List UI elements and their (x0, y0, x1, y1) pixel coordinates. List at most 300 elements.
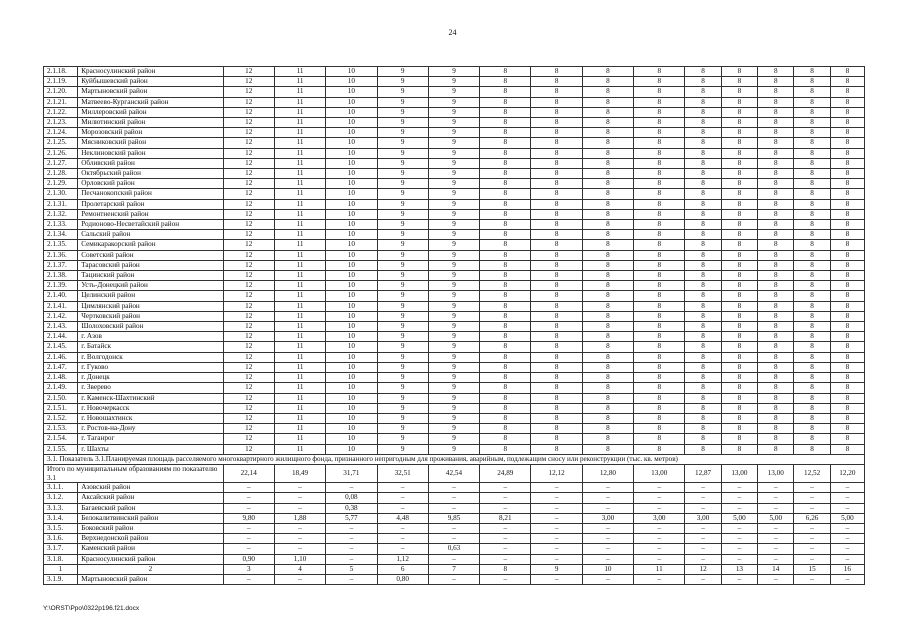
value-cell: – (634, 574, 685, 584)
value-cell: 8 (634, 362, 685, 372)
value-cell: 8 (480, 118, 531, 128)
value-cell: – (634, 483, 685, 493)
value-cell: 10 (326, 403, 377, 413)
row-code: 2.1.28. (44, 169, 78, 179)
value-cell: 10 (326, 250, 377, 260)
row-code: 2.1.46. (44, 352, 78, 362)
value-cell: 8 (721, 230, 757, 240)
value-cell: 12 (223, 209, 274, 219)
value-cell: 8 (685, 189, 721, 199)
value-cell: 8 (531, 322, 582, 332)
row-name: Мартыновский район (78, 574, 223, 584)
value-cell: 9 (428, 128, 479, 138)
row-code: 2.1.20. (44, 87, 78, 97)
value-cell: 8 (758, 77, 794, 87)
value-cell: 8 (685, 362, 721, 372)
value-cell: 8 (758, 301, 794, 311)
value-cell: – (531, 523, 582, 533)
value-cell: – (685, 503, 721, 513)
value-cell: 8 (582, 332, 633, 342)
value-cell: 9 (428, 107, 479, 117)
value-cell: 12 (223, 291, 274, 301)
row-code: 2.1.25. (44, 138, 78, 148)
row-name: Тарасовский район (78, 260, 223, 270)
value-cell: 11 (274, 250, 325, 260)
value-cell: 8 (582, 220, 633, 230)
value-cell: – (582, 493, 633, 503)
value-cell: 8 (480, 311, 531, 321)
value-cell: 8 (634, 158, 685, 168)
value-cell: 8 (830, 107, 864, 117)
table-row (44, 291, 865, 301)
column-number: 9 (531, 564, 582, 574)
section-heading-row (44, 454, 865, 464)
table-row (44, 169, 865, 179)
value-cell: 9 (377, 393, 428, 403)
table-row (44, 544, 865, 554)
value-cell: 8 (582, 352, 633, 362)
value-cell: 10 (326, 434, 377, 444)
value-cell: 8 (721, 158, 757, 168)
value-cell: 8 (758, 342, 794, 352)
value-cell: 8 (582, 403, 633, 413)
value-cell: 8 (582, 179, 633, 189)
value-cell: 12 (223, 240, 274, 250)
value-cell: 8 (830, 148, 864, 158)
value-cell: 8 (685, 87, 721, 97)
value-cell: 8 (758, 322, 794, 332)
value-cell: 9 (377, 138, 428, 148)
value-cell: 9 (377, 322, 428, 332)
value-cell: – (377, 523, 428, 533)
value-cell: 10 (326, 352, 377, 362)
value-cell: 8 (758, 250, 794, 260)
value-cell: 8 (634, 77, 685, 87)
value-cell: 11 (274, 230, 325, 240)
table-row (44, 342, 865, 352)
value-cell: 8 (531, 403, 582, 413)
value-cell: – (758, 483, 794, 493)
value-cell: 11 (274, 220, 325, 230)
row-code: 2.1.35. (44, 240, 78, 250)
value-cell: 8 (531, 148, 582, 158)
value-cell: 8 (758, 332, 794, 342)
value-cell: 10 (326, 342, 377, 352)
value-cell: – (582, 534, 633, 544)
value-cell: 8 (480, 362, 531, 372)
value-cell: 12 (223, 434, 274, 444)
value-cell: – (531, 483, 582, 493)
value-cell: 8 (582, 199, 633, 209)
row-code: 3.1.7. (44, 544, 78, 554)
row-name: г. Ростов-на-Дону (78, 424, 223, 434)
row-name: Родионово-Несветайский район (78, 220, 223, 230)
value-cell: 8 (794, 199, 830, 209)
value-cell: 9 (428, 413, 479, 423)
value-cell: – (794, 483, 830, 493)
table-row (44, 87, 865, 97)
value-cell: 11 (274, 148, 325, 158)
value-cell: 10 (326, 373, 377, 383)
value-cell: 8 (830, 220, 864, 230)
value-cell: 8 (531, 373, 582, 383)
value-cell: 8 (582, 148, 633, 158)
value-cell: – (582, 544, 633, 554)
value-cell: – (794, 503, 830, 513)
value-cell: – (480, 554, 531, 564)
value-cell: 10 (326, 179, 377, 189)
value-cell: 8 (758, 424, 794, 434)
value-cell: 8 (721, 169, 757, 179)
row-name: г. Новошахтинск (78, 413, 223, 423)
row-name: Цимлянский район (78, 301, 223, 311)
value-cell: 8 (531, 97, 582, 107)
value-cell: – (634, 554, 685, 564)
row-name: Советский район (78, 250, 223, 260)
value-cell: 11 (274, 322, 325, 332)
value-cell: 8 (582, 97, 633, 107)
value-cell: – (326, 534, 377, 544)
value-cell: 8 (830, 158, 864, 168)
value-cell: 8 (830, 342, 864, 352)
row-name: Морозовский район (78, 128, 223, 138)
row-code: 2.1.32. (44, 209, 78, 219)
value-cell: 8 (794, 107, 830, 117)
row-name: Усть-Донецкий район (78, 281, 223, 291)
value-cell: 8 (582, 393, 633, 403)
value-cell: 12 (223, 169, 274, 179)
table-row (44, 240, 865, 250)
value-cell: 9 (428, 322, 479, 332)
value-cell: 8 (721, 383, 757, 393)
value-cell: 11 (274, 87, 325, 97)
value-cell: 1,10 (274, 554, 325, 564)
value-cell: 8 (480, 240, 531, 250)
row-name: г. Волгодонск (78, 352, 223, 362)
value-cell: 8 (582, 67, 633, 77)
value-cell: 8 (721, 424, 757, 434)
value-cell: 8 (830, 362, 864, 372)
row-code: 2.1.37. (44, 260, 78, 270)
value-cell: 8 (758, 271, 794, 281)
value-cell: 8 (685, 250, 721, 260)
value-cell: 8 (582, 342, 633, 352)
row-code: 2.1.33. (44, 220, 78, 230)
value-cell: 8 (531, 169, 582, 179)
value-cell: 11 (274, 373, 325, 383)
table-row (44, 322, 865, 332)
value-cell: – (480, 483, 531, 493)
value-cell: – (830, 523, 864, 533)
value-cell: 10 (326, 118, 377, 128)
value-cell: 9 (377, 240, 428, 250)
value-cell: 8 (794, 383, 830, 393)
row-code: 2.1.21. (44, 97, 78, 107)
value-cell: – (758, 544, 794, 554)
value-cell: – (721, 483, 757, 493)
table-row (44, 128, 865, 138)
value-cell: 8 (634, 169, 685, 179)
table-row (44, 179, 865, 189)
value-cell: 8 (480, 189, 531, 199)
table-row (44, 403, 865, 413)
value-cell: 8 (758, 403, 794, 413)
value-cell: 8 (480, 373, 531, 383)
value-cell: 8 (634, 342, 685, 352)
value-cell: – (685, 554, 721, 564)
row-name: Белокалитвинский район (78, 513, 223, 523)
value-cell: 8 (794, 352, 830, 362)
table-row (44, 148, 865, 158)
value-cell: 8 (480, 107, 531, 117)
row-name: Мясниковский район (78, 138, 223, 148)
value-cell: 8 (830, 332, 864, 342)
value-cell: 1,12 (377, 554, 428, 564)
value-cell: 8 (794, 67, 830, 77)
value-cell: 12 (223, 383, 274, 393)
value-cell: – (274, 574, 325, 584)
value-cell: 8 (830, 301, 864, 311)
value-cell: 8 (480, 444, 531, 454)
value-cell: – (428, 523, 479, 533)
table-row (44, 199, 865, 209)
value-cell: 9 (428, 250, 479, 260)
value-cell: 12 (223, 128, 274, 138)
value-cell: 5,00 (758, 513, 794, 523)
value-cell: 9 (377, 291, 428, 301)
value-cell: 10 (326, 97, 377, 107)
value-cell: – (428, 574, 479, 584)
value-cell: – (794, 554, 830, 564)
table-row (44, 523, 865, 533)
total-value-cell: 32,51 (377, 464, 428, 482)
value-cell: 8 (531, 434, 582, 444)
value-cell: 8 (685, 271, 721, 281)
table-row (44, 554, 865, 564)
table-row (44, 250, 865, 260)
table-row (44, 281, 865, 291)
value-cell: 9 (377, 332, 428, 342)
value-cell: – (830, 503, 864, 513)
value-cell: 8 (794, 260, 830, 270)
row-name: г. Азов (78, 332, 223, 342)
value-cell: 8 (830, 444, 864, 454)
row-name: Чертковский район (78, 311, 223, 321)
column-number: 10 (582, 564, 633, 574)
value-cell: 8 (480, 322, 531, 332)
row-code: 2.1.44. (44, 332, 78, 342)
value-cell: 8 (721, 209, 757, 219)
value-cell: 8 (582, 138, 633, 148)
value-cell: 8 (685, 148, 721, 158)
value-cell: – (721, 554, 757, 564)
value-cell: 8 (721, 413, 757, 423)
value-cell: 0,63 (428, 544, 479, 554)
row-name: Матвеево-Курганский район (78, 97, 223, 107)
row-code: 2.1.26. (44, 148, 78, 158)
value-cell: – (274, 544, 325, 554)
value-cell: 8 (830, 199, 864, 209)
value-cell: 8 (794, 250, 830, 260)
value-cell: 9 (377, 434, 428, 444)
value-cell: 10 (326, 77, 377, 87)
value-cell: 0,08 (326, 493, 377, 503)
row-name: г. Новочеркасск (78, 403, 223, 413)
table-row (44, 393, 865, 403)
value-cell: 12 (223, 220, 274, 230)
value-cell: 8 (582, 189, 633, 199)
table-row (44, 513, 865, 523)
value-cell: 8 (685, 97, 721, 107)
value-cell: 8 (721, 220, 757, 230)
row-code: 2.1.41. (44, 301, 78, 311)
value-cell: – (634, 523, 685, 533)
table-row (44, 107, 865, 117)
value-cell: 10 (326, 128, 377, 138)
row-name: Красносулинский район (78, 67, 223, 77)
value-cell: 8 (794, 87, 830, 97)
value-cell: 9 (428, 311, 479, 321)
value-cell: 8 (582, 250, 633, 260)
value-cell: 11 (274, 291, 325, 301)
value-cell: 8 (582, 260, 633, 270)
value-cell: 9 (377, 383, 428, 393)
value-cell: 9 (428, 291, 479, 301)
value-cell: 9 (377, 67, 428, 77)
value-cell: – (326, 483, 377, 493)
value-cell: – (326, 544, 377, 554)
value-cell: 8 (758, 199, 794, 209)
row-code: 3.1.8. (44, 554, 78, 564)
table-row (44, 271, 865, 281)
value-cell: 8 (685, 220, 721, 230)
value-cell: 8 (480, 87, 531, 97)
value-cell: 8 (582, 413, 633, 423)
value-cell: 9 (377, 169, 428, 179)
value-cell: 8 (794, 311, 830, 321)
value-cell: 9 (377, 128, 428, 138)
value-cell: 11 (274, 107, 325, 117)
value-cell: 8 (480, 97, 531, 107)
row-name: г. Донецк (78, 373, 223, 383)
table-row (44, 209, 865, 219)
value-cell: 12 (223, 77, 274, 87)
value-cell: 0,90 (223, 554, 274, 564)
value-cell: 8 (685, 77, 721, 87)
value-cell: 8 (685, 393, 721, 403)
row-code: 2.1.36. (44, 250, 78, 260)
value-cell: 8 (480, 342, 531, 352)
value-cell: 8 (480, 148, 531, 158)
value-cell: – (377, 544, 428, 554)
value-cell: 9 (377, 250, 428, 260)
value-cell: 8 (794, 322, 830, 332)
value-cell: 8 (480, 138, 531, 148)
value-cell: 8 (758, 209, 794, 219)
value-cell: 8 (531, 362, 582, 372)
value-cell: 8 (794, 118, 830, 128)
value-cell: 12 (223, 230, 274, 240)
value-cell: 9 (428, 240, 479, 250)
value-cell: 8 (758, 291, 794, 301)
value-cell: 8 (531, 393, 582, 403)
value-cell: 12 (223, 271, 274, 281)
value-cell: – (830, 483, 864, 493)
row-name: Куйбышевский район (78, 77, 223, 87)
page-number: 24 (448, 28, 457, 37)
value-cell: 12 (223, 281, 274, 291)
value-cell: 9 (428, 332, 479, 342)
value-cell: 9 (428, 220, 479, 230)
value-cell: 8 (582, 373, 633, 383)
value-cell: 10 (326, 393, 377, 403)
value-cell: 12 (223, 148, 274, 158)
value-cell: 8 (830, 169, 864, 179)
value-cell: 8 (634, 281, 685, 291)
row-code: 2.1.51. (44, 403, 78, 413)
value-cell: 8 (794, 271, 830, 281)
value-cell: 8 (721, 291, 757, 301)
value-cell: – (480, 493, 531, 503)
total-value-cell: 12,52 (794, 464, 830, 482)
value-cell: – (830, 493, 864, 503)
value-cell: 10 (326, 158, 377, 168)
value-cell: 10 (326, 332, 377, 342)
row-code: 2.1.34. (44, 230, 78, 240)
value-cell: – (531, 574, 582, 584)
value-cell: 12 (223, 67, 274, 77)
value-cell: – (223, 523, 274, 533)
value-cell: 12 (223, 362, 274, 372)
value-cell: 8 (480, 393, 531, 403)
row-code: 2.1.50. (44, 393, 78, 403)
value-cell: – (685, 534, 721, 544)
value-cell: – (794, 544, 830, 554)
value-cell: 12 (223, 301, 274, 311)
value-cell: 11 (274, 434, 325, 444)
value-cell: 9 (428, 342, 479, 352)
value-cell: 10 (326, 260, 377, 270)
value-cell: 8 (830, 67, 864, 77)
value-cell: 8 (685, 240, 721, 250)
value-cell: – (794, 523, 830, 533)
value-cell: 8 (531, 342, 582, 352)
value-cell: 8 (480, 169, 531, 179)
value-cell: 12 (223, 322, 274, 332)
row-name: Песчанокопский район (78, 189, 223, 199)
value-cell: 8 (634, 107, 685, 117)
value-cell: 9 (377, 342, 428, 352)
value-cell: 8 (685, 281, 721, 291)
value-cell: 8 (721, 322, 757, 332)
column-number: 8 (480, 564, 531, 574)
row-code: 2.1.18. (44, 67, 78, 77)
value-cell: 8 (634, 240, 685, 250)
value-cell: 10 (326, 230, 377, 240)
value-cell: 11 (274, 97, 325, 107)
row-code: 2.1.30. (44, 189, 78, 199)
total-value-cell: 13,00 (634, 464, 685, 482)
value-cell: 8 (531, 281, 582, 291)
value-cell: 8 (634, 291, 685, 301)
value-cell: 8 (634, 301, 685, 311)
value-cell: – (830, 574, 864, 584)
value-cell: 12 (223, 311, 274, 321)
value-cell: 8 (794, 413, 830, 423)
value-cell: 8 (794, 179, 830, 189)
value-cell: 8,21 (480, 513, 531, 523)
value-cell: – (758, 554, 794, 564)
